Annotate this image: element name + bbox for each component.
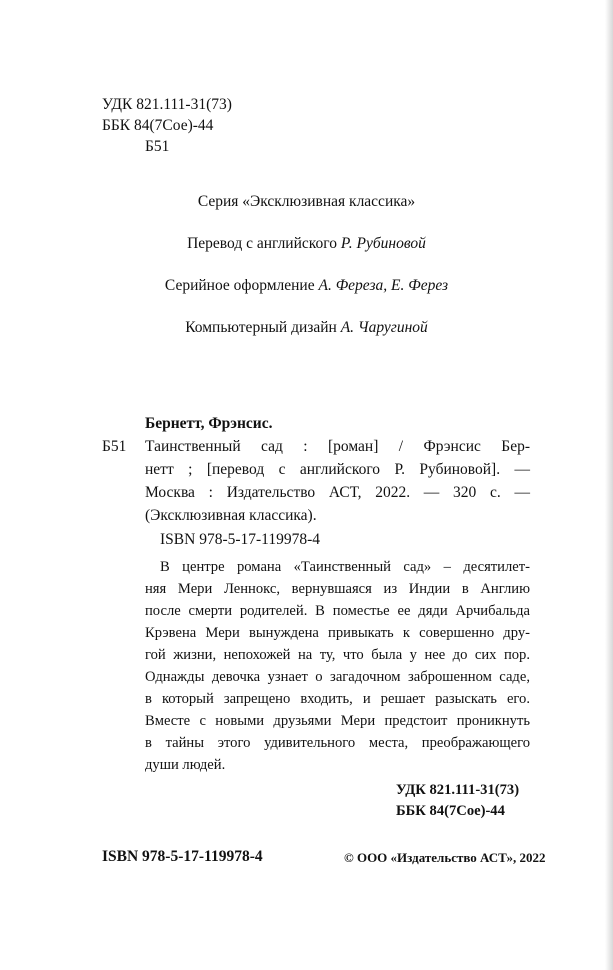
series-line: Серия «Эксклюзивная классика»	[197, 193, 416, 210]
computer-design-label: Компьютерный дизайн	[185, 319, 337, 336]
footer-isbn: ISBN 978-5-17-119978-4	[102, 848, 263, 865]
annotation-line: няя Мери Леннокс, вернувшаяся из Индии в Англию	[145, 581, 530, 597]
translation-line	[0, 234, 613, 254]
annotation-line: души людей.	[145, 757, 226, 773]
bbk-code: ББК 84(7Сое)-44	[102, 117, 214, 134]
annotation-line: в который запрещено входить, и решает разыскать его.	[145, 691, 530, 707]
annotation-line: Крэвена Мери вынуждена привыкать к совершенно дру-	[145, 625, 530, 641]
record-line: Москва : Издательство АСТ, 2022. — 320 с. —	[145, 484, 530, 501]
series-design-line	[0, 276, 613, 296]
computer-design-line	[0, 318, 613, 338]
record-line: (Эксклюзивная классика).	[145, 507, 317, 524]
series-design-label: Серийное оформление	[164, 277, 315, 294]
author-mark: Б51	[145, 138, 170, 155]
page-edge-shadow	[605, 0, 613, 970]
annotation-line: В центре романа «Таинственный сад» – десятилет-	[160, 559, 530, 575]
udk-code: УДК 821.111-31(73)	[102, 96, 232, 113]
series-designers: А. Фереза, Е. Ферез	[318, 277, 449, 294]
footer-copyright: © ООО «Издательство АСТ», 2022	[344, 850, 546, 865]
record-isbn: ISBN 978-5-17-119978-4	[160, 531, 321, 548]
annotation-line: после смерти родителей. В поместье ее дяди Арчибальда	[145, 603, 530, 619]
translation-label: Перевод с английского	[187, 235, 337, 252]
annotation-line: Вместе с новыми друзьями Мери предстоит проникнуть	[145, 713, 530, 729]
computer-designer-name: А. Чаругиной	[340, 319, 428, 336]
annotation-line: Однажды девочка узнает о загадочном заброшенном саде,	[145, 669, 530, 685]
translator-name: Р. Рубиновой	[340, 235, 426, 252]
record-mark: Б51	[102, 438, 127, 455]
annotation-line: в тайны этого удивительного места, преображающего	[145, 735, 530, 751]
bottom-bbk-code: ББК 84(7Сое)-44	[396, 803, 505, 819]
record-line: нетт ; [перевод с английского Р. Рубиновой]. —	[145, 461, 530, 478]
bottom-udk-code: УДК 821.111-31(73)	[396, 782, 520, 798]
annotation-line: гой жизни, непохожей на ту, что была у нее до сих пор.	[145, 647, 530, 663]
record-line: Таинственный сад : [роман] / Фрэнсис Бер-	[145, 438, 530, 455]
record-author: Бернетт, Фрэнсис.	[145, 415, 273, 432]
